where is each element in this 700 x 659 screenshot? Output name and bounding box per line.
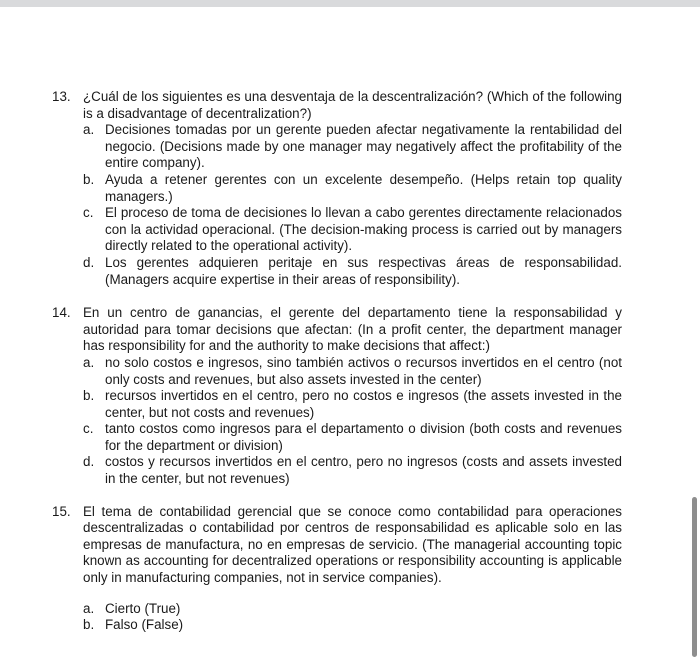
- option-letter: d.: [83, 454, 95, 470]
- option-letter: d.: [83, 254, 95, 270]
- question-13: [52, 89, 622, 288]
- question-list: [52, 89, 622, 634]
- option-text: Falso (False): [105, 617, 184, 633]
- option-text: Ayuda a retener gerentes con un excelente desempeño. (Helps retain top quality managers.): [105, 171, 622, 204]
- vertical-scrollbar[interactable]: [692, 497, 697, 657]
- option-text: no solo costos e ingresos, sino también activos o recursos invertidos en el centro (not only costs and revenues, but also assets invested in the center): [105, 354, 622, 387]
- option-letter: a.: [83, 600, 95, 616]
- option-letter: b.: [83, 171, 95, 187]
- option-text: Cierto (True): [105, 600, 181, 616]
- option-text: El proceso de toma de decisiones lo llevan a cabo gerentes directamente relacionados con la actividad operacional. (The decision-making process is carried out by managers directly related to the operational activity).: [105, 205, 622, 254]
- option-letter: a.: [83, 354, 95, 370]
- option-text: costos y recursos invertidos en el centro, pero no ingresos (costs and assets invested in the center, but not revenues): [105, 454, 622, 487]
- option-text: Los gerentes adquieren peritaje en sus respectivas áreas de responsabilidad. (Managers acquire expertise in their areas of responsibility).: [105, 254, 622, 287]
- question-text: El tema de contabilidad gerencial que se conoce como contabilidad para operaciones descentralizadas o contabilidad por centros de responsabilidad es aplicable solo en las empresas de manufactura, no en empresas de servicio. (The managerial accounting topic known as accounting for decentralized operations or responsibility accounting is applicable only in manufacturing companies, not in service companies).: [83, 503, 622, 586]
- question-number: 14.: [52, 305, 71, 321]
- option-text: tanto costos como ingresos para el departamento o division (both costs and revenues for the department or division): [105, 421, 622, 453]
- option-b[interactable]: [83, 617, 622, 634]
- option-letter: b.: [83, 617, 95, 633]
- option-c[interactable]: [83, 205, 622, 255]
- option-letter: b.: [83, 388, 95, 404]
- option-letter: a.: [83, 122, 95, 138]
- option-list: [83, 601, 622, 634]
- option-d[interactable]: [83, 454, 622, 487]
- option-b[interactable]: [83, 388, 622, 421]
- option-text: recursos invertidos en el centro, pero no costos e ingresos (the assets invested in the center, but not costs and revenues): [105, 388, 622, 420]
- option-c[interactable]: [83, 421, 622, 454]
- option-d[interactable]: [83, 255, 622, 288]
- option-list: [83, 122, 622, 288]
- question-number: 13.: [52, 89, 71, 104]
- option-a[interactable]: [83, 122, 622, 172]
- top-bar: [0, 0, 700, 7]
- option-a[interactable]: [83, 601, 622, 618]
- question-text: En un centro de ganancias, el gerente del departamento tiene la responsabilidad y autoridad para tomar decisions que afectan: (In a profit center, the department manager has responsibility for and the authority to make decisions that affect:): [83, 305, 622, 354]
- question-14: [52, 305, 622, 488]
- question-text: ¿Cuál de los siguientes es una desventaja de la descentralización? (Which of the following is a disadvantage of decentralization?): [83, 89, 622, 121]
- option-b[interactable]: [83, 172, 622, 205]
- question-number: 15.: [52, 503, 71, 519]
- option-letter: c.: [83, 205, 94, 221]
- option-a[interactable]: [83, 355, 622, 388]
- question-15: [52, 504, 622, 634]
- option-text: Decisiones tomadas por un gerente pueden afectar negativamente la rentabilidad del negocio. (Decisions made by one manager may negatively affect the profitability of the entire company).: [105, 122, 622, 171]
- option-list: [83, 355, 622, 488]
- option-letter: c.: [83, 421, 94, 437]
